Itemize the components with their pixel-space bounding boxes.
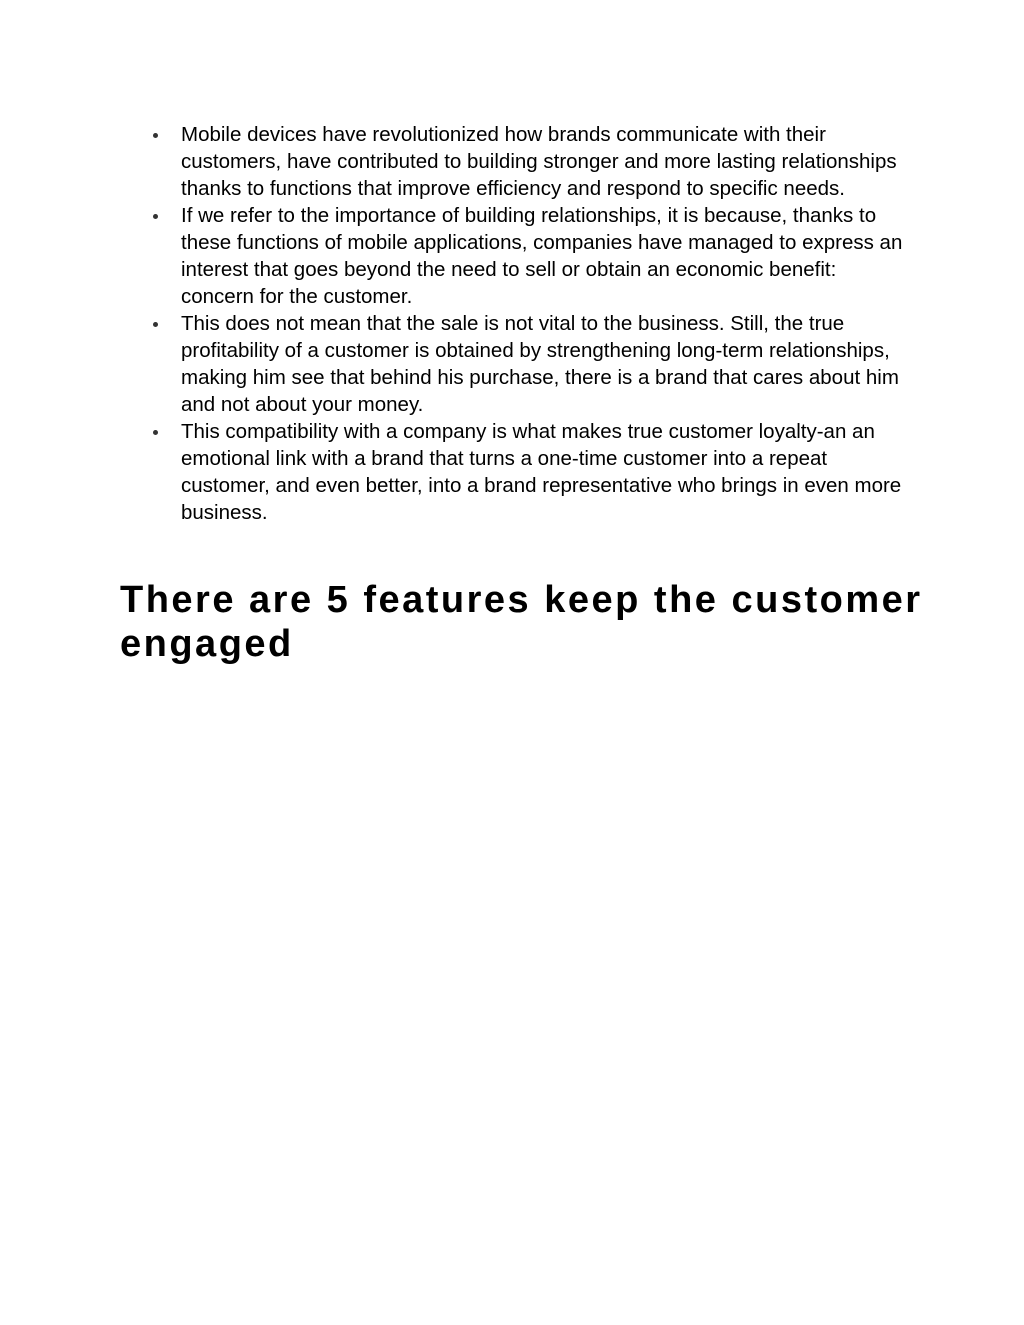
bullet-dot-icon — [153, 322, 158, 327]
section-heading: There are 5 features keep the customer engaged — [120, 579, 923, 665]
bullet-text: If we refer to the importance of building relationships, it is because, thanks to these functions of mobile applications, companies have managed to express an interest that goes beyond the need to sell or obtain an economic benefit: concern for the customer. — [181, 204, 903, 308]
bullet-dot-icon — [153, 430, 158, 435]
bullet-list — [149, 121, 909, 526]
bullet-text: This does not mean that the sale is not vital to the business. Still, the true profitability of a customer is obtained by strengthening long-term relationships, making him see that behind his purchase, there is a brand that cares about him and not about your money. — [181, 312, 899, 416]
bullet-text: This compatibility with a company is what makes true customer loyalty-an an emotional link with a brand that turns a one-time customer into a repeat customer, and even better, into a brand representative who brings in even more business. — [181, 420, 902, 524]
bullet-dot-icon — [153, 133, 158, 138]
bullet-text: Mobile devices have revolutionized how brands communicate with their customers, have contributed to building stronger and more lasting relationships thanks to functions that improve efficiency and respond to specific needs. — [181, 123, 897, 200]
bullet-dot-icon — [153, 214, 158, 219]
bullet-item-2 — [149, 202, 909, 310]
bullet-item-1 — [149, 121, 909, 202]
bullet-item-4 — [149, 418, 909, 526]
bullet-item-3 — [149, 310, 909, 418]
